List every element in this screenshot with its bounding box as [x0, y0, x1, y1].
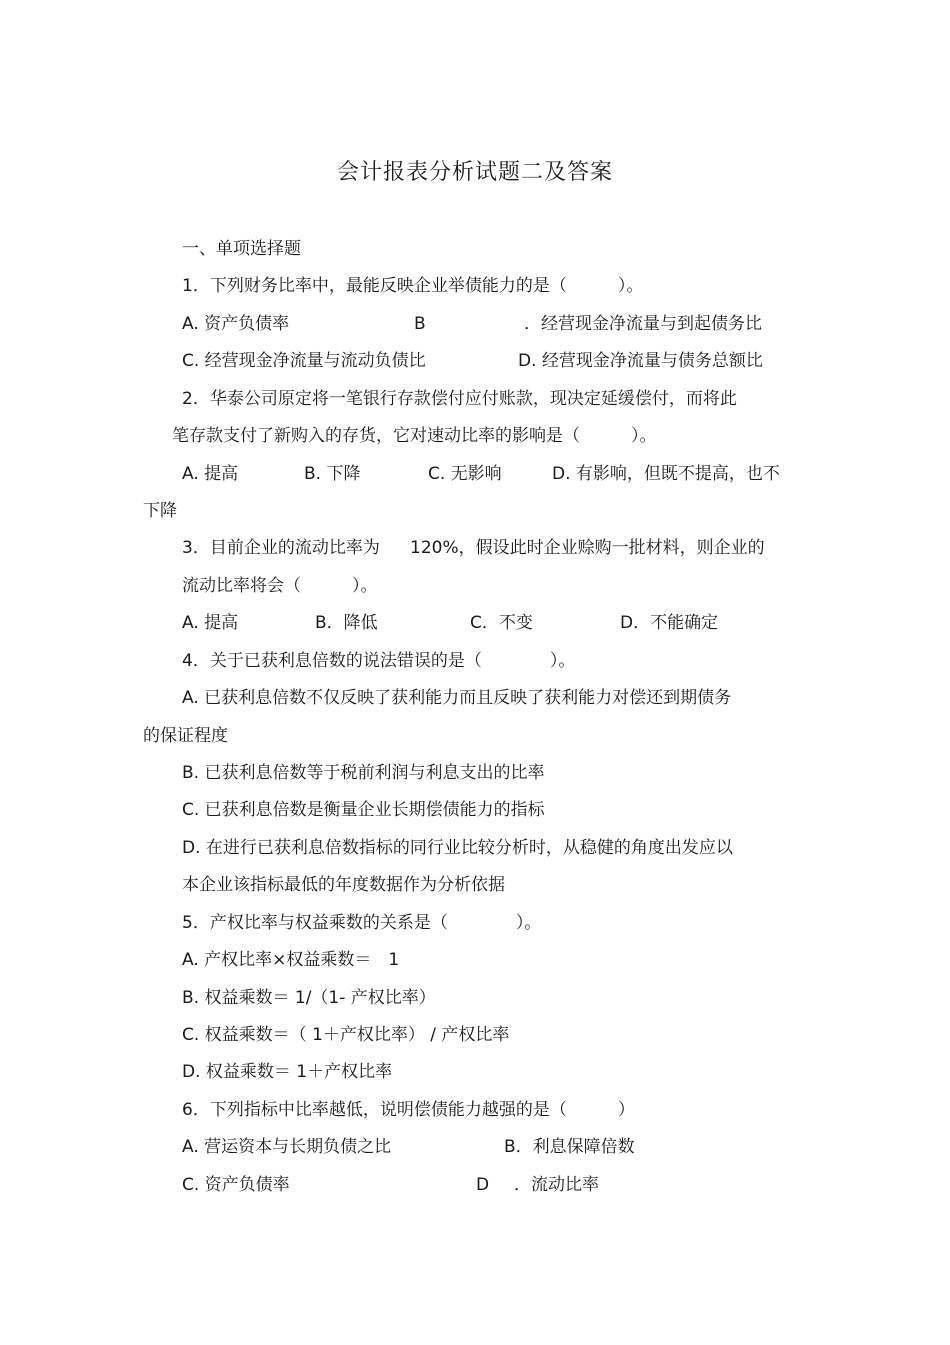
q1-option-b-letter: B	[414, 314, 426, 334]
q6-options-row1	[0, 1134, 950, 1160]
q4-option-c: C. 已获利息倍数是衡量企业长期偿债能力的指标	[182, 800, 545, 820]
q4-stem: 4．关于已获利息倍数的说法错误的是（ ）。	[182, 651, 576, 671]
q5-option-a: A. 产权比率×权益乘数＝ 1	[182, 950, 400, 970]
q5-option-c: C. 权益乘数＝（ 1＋产权比率） / 产权比率	[182, 1025, 510, 1045]
q2-option-b: B. 下降	[304, 464, 361, 484]
q6-options-row2	[0, 1172, 950, 1198]
q4-option-d-wrap: 本企业该指标最低的年度数据作为分析依据	[182, 875, 505, 895]
q6-option-b: B．利息保障倍数	[504, 1137, 635, 1157]
section-heading: 一、单项选择题	[182, 239, 301, 259]
q4-option-a: A. 已获利息倍数不仅反映了获利能力而且反映了获利能力对偿还到期债务	[182, 688, 732, 708]
q2-options-row	[0, 461, 950, 487]
q2-option-d: D. 有影响，但既不提高，也不	[552, 464, 780, 484]
q3-option-c: C．不变	[470, 613, 533, 633]
q3-stem-line1	[0, 535, 950, 561]
q2-option-a: A. 提高	[182, 464, 239, 484]
q2-stem-line2: 笔存款支付了新购入的存货，它对速动比率的影响是（ ）。	[172, 426, 657, 446]
q6-stem: 6．下列指标中比率越低，说明偿债能力越强的是（ ）	[182, 1100, 635, 1120]
q4-option-b: B. 已获利息倍数等于税前利润与利息支出的比率	[182, 763, 545, 783]
q6-option-c: C. 资产负债率	[182, 1175, 290, 1195]
q3-option-a: A. 提高	[182, 613, 239, 633]
q4-option-d: D. 在进行已获利息倍数指标的同行业比较分析时，从稳健的角度出发应以	[182, 838, 733, 858]
q1-option-d: D. 经营现金净流量与债务总额比	[518, 351, 763, 371]
q3-stem-part1: 3．目前企业的流动比率为	[182, 538, 380, 558]
q1-options-row2	[0, 348, 950, 374]
q1-stem: 1．下列财务比率中，最能反映企业举债能力的是（ ）。	[182, 276, 644, 296]
q3-stem-part2: 120%，假设此时企业赊购一批材料，则企业的	[410, 538, 765, 558]
q5-option-d: D. 权益乘数＝ 1＋产权比率	[182, 1062, 393, 1082]
q3-option-b: B．降低	[315, 613, 378, 633]
q3-stem-line2: 流动比率将会（ ）。	[182, 576, 378, 596]
q6-option-d-letter: D	[476, 1175, 490, 1195]
document-title: 会计报表分析试题二及答案	[336, 160, 613, 185]
q1-option-b-text: ．经营现金净流量与到起债务比	[524, 314, 762, 334]
q3-options-row	[0, 610, 950, 636]
q6-option-d-text: ．流动比率	[514, 1175, 599, 1195]
q1-options-row1	[0, 311, 950, 337]
q5-stem: 5．产权比率与权益乘数的关系是（ ）。	[182, 913, 542, 933]
q6-option-a: A. 营运资本与长期负债之比	[182, 1137, 392, 1157]
q3-option-d: D．不能确定	[620, 613, 719, 633]
q2-option-d-wrap: 下降	[143, 501, 177, 521]
q2-option-c: C. 无影响	[428, 464, 502, 484]
q5-option-b: B. 权益乘数＝ 1/（1- 产权比率）	[182, 988, 436, 1008]
q2-stem-line1: 2．华泰公司原定将一笔银行存款偿付应付账款，现决定延缓偿付，而将此	[182, 389, 737, 409]
q1-option-a: A. 资产负债率	[182, 314, 290, 334]
q4-option-a-wrap: 的保证程度	[143, 726, 228, 746]
q1-option-c: C. 经营现金净流量与流动负债比	[182, 351, 426, 371]
